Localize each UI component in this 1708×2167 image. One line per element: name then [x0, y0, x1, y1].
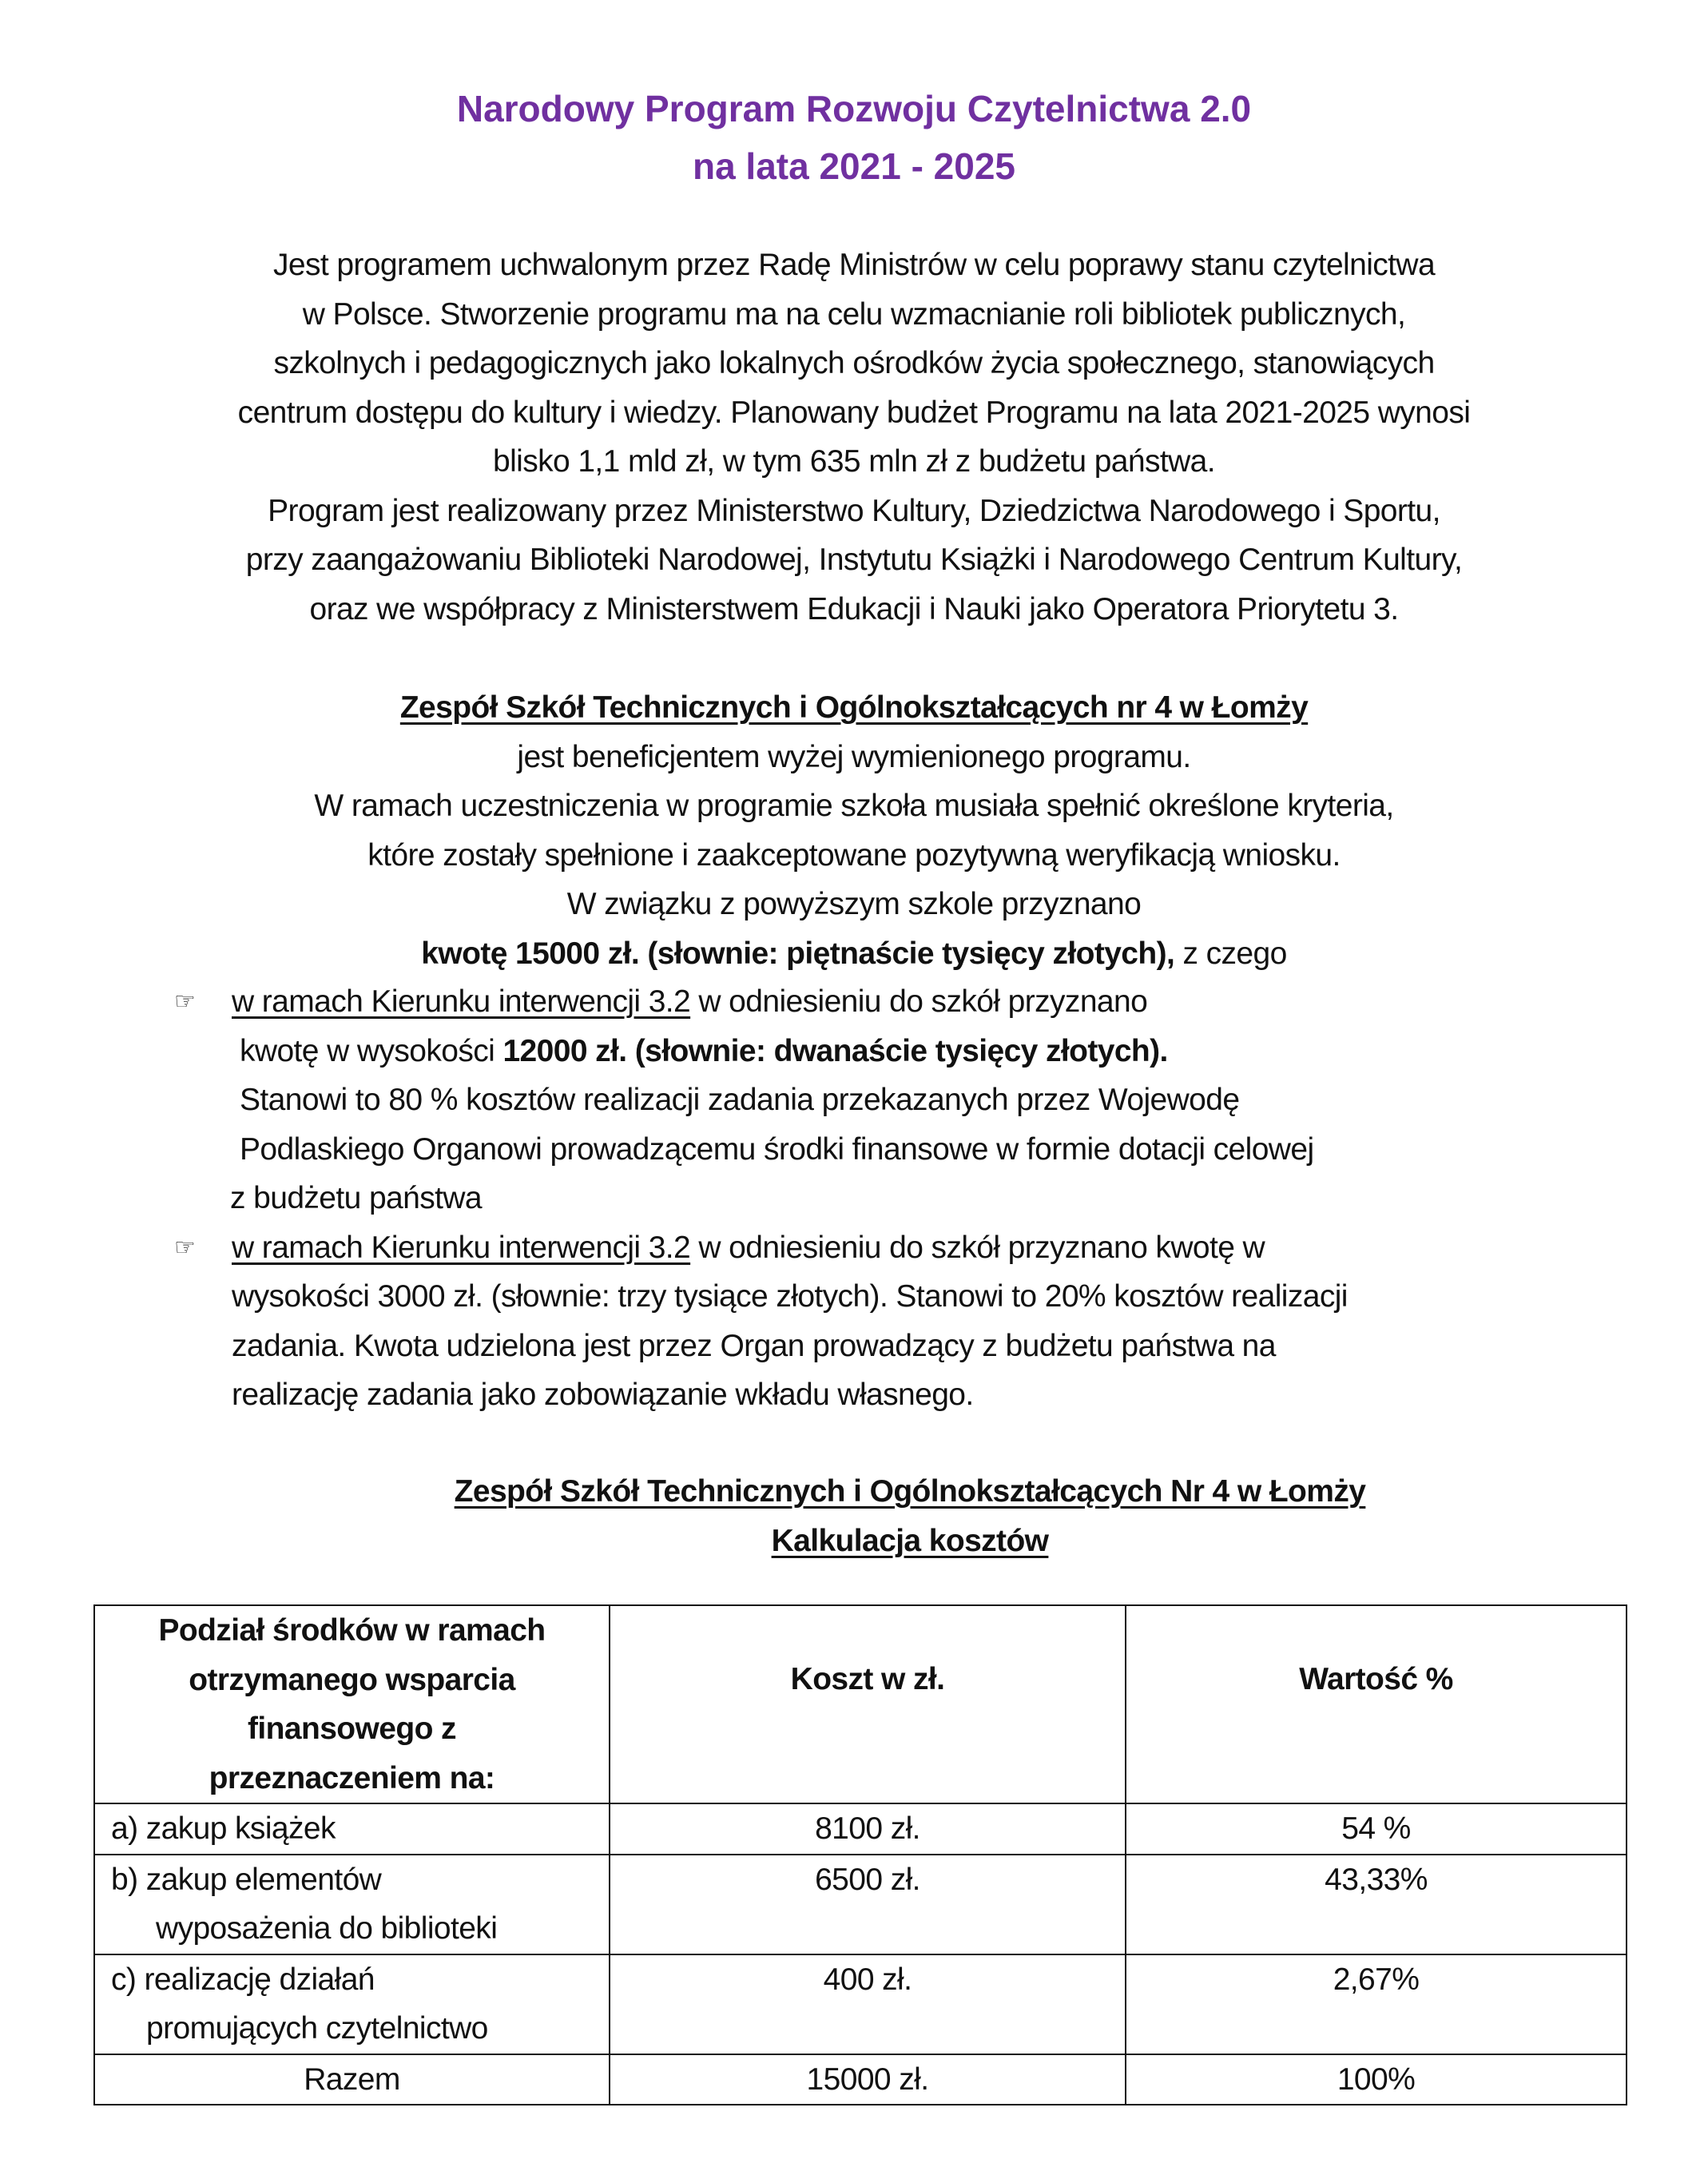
calc-heading-title: Kalkulacja kosztów: [771, 1523, 1049, 1558]
header-percent: Wartość %: [1126, 1605, 1627, 1803]
beneficiary-line: W związku z powyższym szkole przyznano: [566, 887, 1142, 921]
calculation-heading: [56, 1467, 1708, 1565]
bullet-2-line-3: zadania. Kwota udzielona jest przez Organ prowadzący z budżetu państwa na: [232, 1328, 1276, 1363]
row-label: b) zakup elementów wyposażenia do biblioteki: [94, 1855, 610, 1954]
school-heading: Zespół Szkół Technicznych i Ogólnokształcących nr 4 w Łomży: [399, 690, 1309, 725]
table-header-row: [94, 1605, 1627, 1803]
beneficiary-line: jest beneficjentem wyżej wymienionego programu.: [517, 739, 1191, 774]
intro-line: centrum dostępu do kultury i wiedzy. Planowany budżet Programu na lata 2021-2025 wynosi: [237, 395, 1471, 430]
intervention-link: w ramach Kierunku interwencji 3.2: [232, 1230, 691, 1265]
bullet-2-line-1: w ramach Kierunku interwencji 3.2 w odniesieniu do szkół przyznano kwotę w: [232, 1230, 1265, 1265]
pointing-hand-icon: ☞: [174, 1234, 196, 1261]
cost-table: [93, 1604, 1627, 2105]
bullet-1-line-1: w ramach Kierunku interwencji 3.2 w odniesieniu do szkół przyznano: [232, 984, 1148, 1019]
table-row: [94, 1954, 1627, 2054]
total-percent: 100%: [1126, 2054, 1627, 2105]
beneficiary-line: które zostały spełnione i zaakceptowane pozytywną weryfikacją wniosku.: [367, 837, 1341, 873]
header-cost: Koszt w zł.: [610, 1605, 1126, 1803]
bullet-1-line-3: Stanowi to 80 % kosztów realizacji zadania przekazanych przez Wojewodę: [240, 1083, 1240, 1117]
intro-line: Program jest realizowany przez Ministerstwo Kultury, Dziedzictwa Narodowego i Sportu,: [268, 493, 1440, 528]
amount-tail: z czego: [1174, 936, 1287, 971]
row-percent: 43,33%: [1126, 1855, 1627, 1954]
row-cost: 8100 zł.: [610, 1803, 1126, 1855]
beneficiary-section: [0, 683, 1708, 978]
row-label: a) zakup książek: [94, 1803, 610, 1855]
pointing-hand-icon: ☞: [174, 988, 196, 1015]
row-label: c) realizację działań promujących czytelnictwo: [94, 1954, 610, 2054]
calc-heading-school: Zespół Szkół Technicznych i Ogólnokształcących Nr 4 w Łomży: [454, 1474, 1366, 1509]
document-title: [0, 80, 1708, 195]
amount-12000: 12000 zł. (słownie: dwanaście tysięcy złotych).: [502, 1033, 1168, 1068]
bullet-1-line-4: Podlaskiego Organowi prowadzącemu środki finansowe w formie dotacji celowej: [240, 1131, 1314, 1167]
intro-line: oraz we współpracy z Ministerstwem Edukacji i Nauki jako Operatora Priorytetu 3.: [309, 591, 1399, 626]
title-line-1: Narodowy Program Rozwoju Czytelnictwa 2.0: [456, 88, 1252, 129]
row-percent: 2,67%: [1126, 1954, 1627, 2054]
bullet-1-line-5: z budżetu państwa: [230, 1181, 483, 1215]
intro-line: w Polsce. Stworzenie programu ma na celu wzmacnianie roli bibliotek publicznych,: [302, 296, 1406, 332]
header-allocation: Podział środków w ramach otrzymanego wsparcia finansowego z przeznaczeniem na:: [94, 1605, 610, 1803]
row-cost: 400 zł.: [610, 1954, 1126, 2054]
intro-line: Jest programem uchwalonym przez Radę Ministrów w celu poprawy stanu czytelnictwa: [272, 248, 1436, 282]
intro-line: blisko 1,1 mld zł, w tym 635 mln zł z budżetu państwa.: [492, 444, 1215, 479]
table-total-row: [94, 2054, 1627, 2105]
amount-line: [0, 929, 1708, 979]
total-cost: 15000 zł.: [610, 2054, 1126, 2105]
total-label: Razem: [94, 2054, 610, 2105]
bullet-1-line-2: kwotę w wysokości 12000 zł. (słownie: dwanaście tysięcy złotych).: [240, 1033, 1168, 1068]
bullet-2-line-2: wysokości 3000 zł. (słownie: trzy tysiące złotych). Stanowi to 20% kosztów realizacji: [232, 1279, 1348, 1314]
bullet-2-line-4: realizację zadania jako zobowiązanie wkładu własnego.: [232, 1378, 974, 1412]
row-percent: 54 %: [1126, 1803, 1627, 1855]
amount-bold: kwotę 15000 zł. (słownie: piętnaście tysięcy złotych),: [421, 936, 1175, 971]
intro-line: szkolnych i pedagogicznych jako lokalnych ośrodków życia społecznego, stanowiących: [273, 346, 1435, 380]
title-line-2: na lata 2021 - 2025: [692, 145, 1016, 187]
table-row: [94, 1855, 1627, 1954]
intro-line: przy zaangażowaniu Biblioteki Narodowej, Instytutu Książki i Narodowego Centrum Kultury,: [245, 543, 1463, 577]
beneficiary-line: W ramach uczestniczenia w programie szkoła musiała spełnić określone kryteria,: [314, 789, 1394, 823]
intervention-link: w ramach Kierunku interwencji 3.2: [232, 984, 691, 1019]
row-cost: 6500 zł.: [610, 1855, 1126, 1954]
table-row: [94, 1803, 1627, 1855]
intro-paragraph: [0, 241, 1708, 634]
